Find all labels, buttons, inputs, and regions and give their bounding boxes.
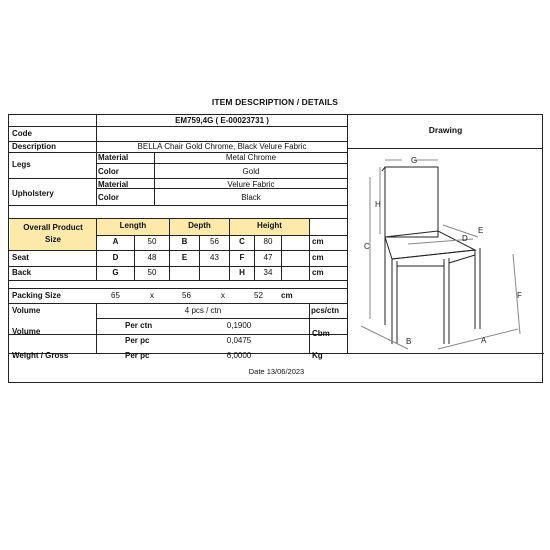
packing-x1: x <box>150 291 154 300</box>
volume-per-ctn: 0,1900 <box>226 321 252 330</box>
seat-label: Seat <box>12 253 29 262</box>
volume-label-2: Volume <box>12 327 41 336</box>
packing-label: Packing Size <box>12 291 61 300</box>
legs-material-label: Material <box>98 153 129 162</box>
volume-label-1: Volume <box>12 306 41 315</box>
code-label: Code <box>12 129 32 138</box>
description-value: BELLA Chair Gold Chrome, Black Velure Fabric <box>137 142 307 151</box>
upholstery-material-label: Material <box>98 180 129 189</box>
upholstery-material: Velure Fabric <box>227 180 275 189</box>
height-header: Height <box>257 221 282 230</box>
volume-pcs: 4 pcs / ctn <box>184 306 222 315</box>
description-label: Description <box>12 142 57 151</box>
volume-per-pc: 0,0475 <box>226 336 252 345</box>
packing-length: 65 <box>111 291 120 300</box>
dim-a-marker: A <box>481 336 487 345</box>
code-value: EM759,4G ( E-00023731 ) <box>175 116 269 125</box>
dim-f-label: F <box>239 253 245 262</box>
legs-label: Legs <box>12 160 31 169</box>
dim-g-label: G <box>112 268 119 277</box>
dim-d-value: 48 <box>147 253 157 262</box>
dim-c-value: 80 <box>263 237 273 246</box>
spec-sheet <box>8 114 543 383</box>
upholstery-color-label: Color <box>98 193 119 202</box>
overall-label-1: Overall Product <box>23 223 83 232</box>
packing-unit: cm <box>281 291 293 300</box>
chair-drawing <box>348 149 543 352</box>
seat-unit: cm <box>312 253 324 262</box>
legs-material: Metal Chrome <box>225 153 277 162</box>
dim-h-value: 34 <box>263 268 273 277</box>
volume-cbm-unit: Cbm <box>312 329 330 338</box>
packing-x2: x <box>221 291 225 300</box>
dim-f-marker: F <box>517 291 522 300</box>
volume-pcs-unit: pcs/ctn <box>311 306 340 315</box>
dim-d-label: D <box>112 253 119 262</box>
overall-unit: cm <box>312 237 324 246</box>
overall-label-2: Size <box>44 235 61 244</box>
upholstery-label: Upholstery <box>12 189 54 198</box>
packing-width: 56 <box>182 291 191 300</box>
dim-h-label: H <box>239 268 245 277</box>
back-label: Back <box>12 268 32 277</box>
dim-b-marker: B <box>406 337 412 346</box>
weight-label: Weight / Gross <box>12 351 69 360</box>
legs-color-label: Color <box>98 167 119 176</box>
depth-header: Depth <box>188 221 211 230</box>
dim-g-value: 50 <box>147 268 157 277</box>
dim-e-marker: E <box>478 226 484 235</box>
upholstery-color: Black <box>241 193 261 202</box>
volume-per-pc-label: Per pc <box>125 336 150 345</box>
dim-a-label: A <box>112 237 119 246</box>
dim-c-label: C <box>239 237 245 246</box>
packing-height: 52 <box>254 291 263 300</box>
dim-c-marker: C <box>364 242 370 251</box>
dim-f-value: 47 <box>263 253 273 262</box>
document-date: Date 13/06/2023 <box>248 367 305 376</box>
dim-g-marker: G <box>411 156 418 165</box>
weight-per-pc-label: Per pc <box>125 351 150 360</box>
dim-b-label: B <box>181 237 188 246</box>
dim-d-marker: D <box>462 234 468 243</box>
length-header: Length <box>119 221 147 230</box>
weight-value: 6,0000 <box>226 351 252 360</box>
dim-h-marker: H <box>375 200 381 209</box>
dim-e-label: E <box>181 253 188 262</box>
dim-a-value: 50 <box>147 237 157 246</box>
legs-color: Gold <box>242 167 260 176</box>
dim-b-value: 56 <box>210 237 219 246</box>
volume-per-ctn-label: Per ctn <box>125 321 153 330</box>
dim-e-value: 43 <box>210 253 219 262</box>
page-title: ITEM DESCRIPTION / DETAILS <box>211 97 339 107</box>
back-unit: cm <box>312 268 324 277</box>
drawing-title: Drawing <box>428 125 463 135</box>
weight-unit: Kg <box>312 351 323 360</box>
